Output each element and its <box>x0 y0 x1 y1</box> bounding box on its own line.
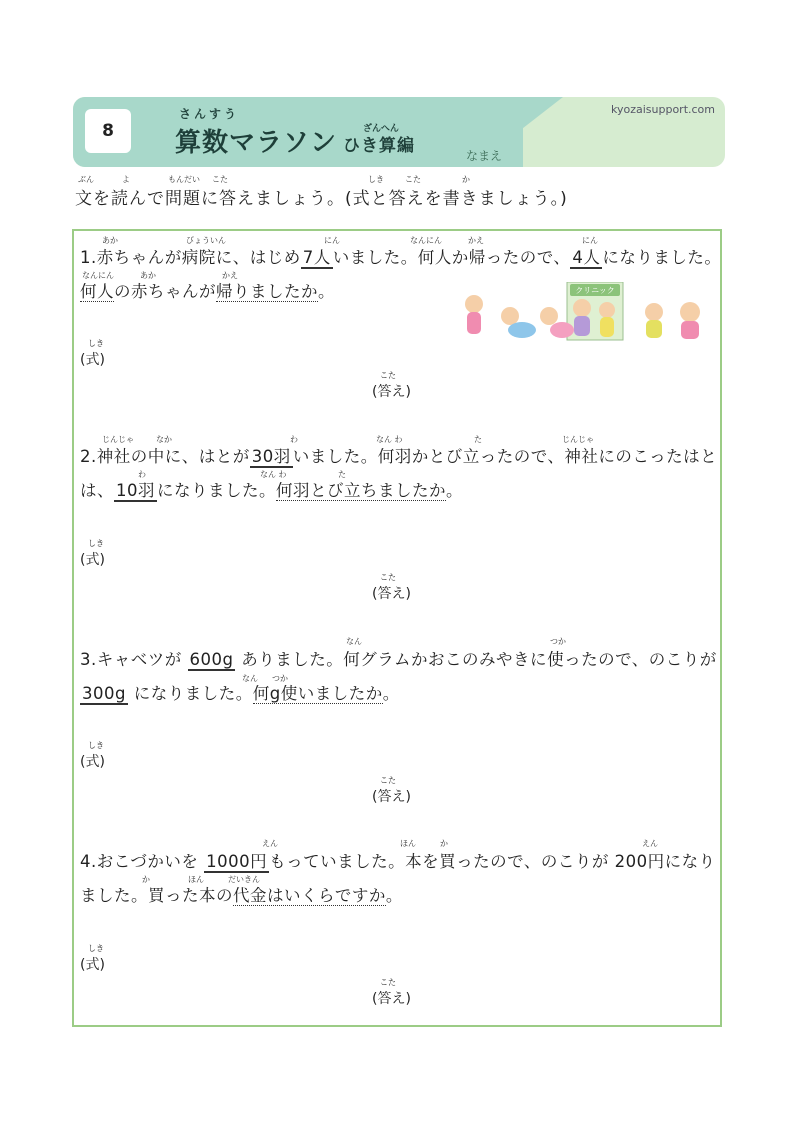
text: 本 <box>405 852 423 871</box>
text: になりました。 <box>157 481 276 500</box>
baby-4 <box>573 299 591 336</box>
ruby: つか <box>272 674 288 683</box>
text: ったので、 <box>485 248 571 267</box>
text: った <box>165 886 199 905</box>
answer-text: (答え) <box>372 586 411 602</box>
name-label: なまえ <box>466 149 503 163</box>
formula-label <box>80 538 105 569</box>
problem-number: 3. <box>80 650 97 669</box>
formula-text: (式) <box>80 957 105 973</box>
text: 何 <box>343 650 361 669</box>
ruby: しき <box>88 944 104 953</box>
answer-text: (答え) <box>372 789 411 805</box>
ruby: こた <box>380 978 396 987</box>
problem-4-line-2 <box>80 882 403 906</box>
worksheet-number: 8 <box>85 109 131 153</box>
formula-label <box>80 338 105 369</box>
baby-5 <box>599 302 615 337</box>
underlined-value: 1000円 <box>206 852 268 871</box>
text: おこづかいを <box>96 852 199 871</box>
ruby: あか <box>102 236 118 245</box>
instr-ruby-1: ぶん <box>78 175 94 184</box>
instr-ruby-3: もんだい <box>168 175 200 184</box>
text: 。 <box>382 684 400 703</box>
ruby: か <box>440 839 448 848</box>
answer-label <box>372 572 411 603</box>
ruby: びょういん <box>186 236 226 245</box>
formula-text: (式) <box>80 552 105 568</box>
text: の <box>114 282 131 301</box>
subtitle-ruby: ざんへん <box>363 124 399 134</box>
worksheet-header <box>73 97 725 167</box>
text: 。 <box>446 481 463 500</box>
instr-ruby-2: よ <box>122 175 130 184</box>
ruby: なん わ <box>376 435 403 444</box>
problem-number: 2. <box>80 447 97 466</box>
ruby: なん わ <box>260 470 287 479</box>
baby-6 <box>645 303 663 338</box>
text: の <box>216 886 233 905</box>
text: ちゃんが <box>113 248 182 267</box>
value: 200円 <box>614 852 665 871</box>
text: ったので、 <box>479 447 565 466</box>
instruction-text: 文を読んで問題に答えましょう。(式と答えを書きましょう。) <box>75 189 568 209</box>
text: 中 <box>147 447 165 466</box>
formula-label <box>80 740 105 771</box>
question-text: 何羽とび立ちましたか <box>276 481 446 500</box>
site-url: kyozaisupport.com <box>610 103 715 116</box>
ruby: にん <box>324 236 340 245</box>
text: になりました。 <box>602 248 722 267</box>
text: になり <box>664 852 716 871</box>
text: の <box>130 447 148 466</box>
instr-ruby-6: こた <box>405 175 421 184</box>
text: ったので、のこりが <box>456 852 609 871</box>
underlined-value: 300g <box>82 684 126 703</box>
text: 買 <box>148 886 165 905</box>
ruby: えん <box>642 839 658 848</box>
underlined-value: 7人 <box>302 248 331 267</box>
formula-text: (式) <box>80 352 105 368</box>
question-text: 帰りましたか <box>216 282 318 301</box>
formula-text: (式) <box>80 754 105 770</box>
ruby: ほん <box>400 839 416 848</box>
ruby: しき <box>88 339 104 348</box>
question-text: 代金はいくらですか <box>233 886 386 905</box>
text: 何人 <box>417 248 452 267</box>
problem-2-line-1 <box>80 443 717 467</box>
title-text: 算数マラソン <box>175 128 338 158</box>
answer-text: (答え) <box>372 384 411 400</box>
text: 。 <box>318 282 335 301</box>
babies-clinic-illustration <box>462 282 712 344</box>
answer-label <box>372 370 411 401</box>
ruby: なか <box>156 435 172 444</box>
text: は、 <box>80 481 114 500</box>
ruby: なんにん <box>82 271 114 280</box>
text: 赤 <box>131 282 148 301</box>
baby-7 <box>680 302 700 339</box>
ruby: かえ <box>468 236 484 245</box>
problem-1-line-1 <box>80 244 721 268</box>
problem-2-line-2 <box>80 477 463 501</box>
ruby: た <box>338 470 346 479</box>
text: にのこったはと <box>598 447 718 466</box>
clinic-sign: クリニック <box>575 286 615 295</box>
ruby: じんじゃ <box>102 435 134 444</box>
answer-label <box>372 977 411 1008</box>
text: いました。 <box>332 248 418 267</box>
subtitle-text: ひき算編 <box>343 136 416 156</box>
ruby: わ <box>290 435 298 444</box>
text: 何羽 <box>377 447 412 466</box>
text: を <box>422 852 440 871</box>
baby-2 <box>501 307 536 338</box>
baby-1 <box>465 295 483 334</box>
text: になりました。 <box>133 684 253 703</box>
text: に、はじめ <box>215 248 301 267</box>
ruby: こた <box>380 371 396 380</box>
ruby: じんじゃ <box>562 435 594 444</box>
text: 。 <box>385 886 403 905</box>
instr-ruby-5: しき <box>368 175 384 184</box>
ruby: か <box>142 875 150 884</box>
ruby: だいきん <box>228 875 260 884</box>
problem-1-line-2 <box>80 278 335 302</box>
title-ruby: さんすう <box>179 107 240 121</box>
underlined-value: 4人 <box>572 248 601 267</box>
problem-3-line-1 <box>80 646 717 670</box>
text: 立 <box>462 447 480 466</box>
text: ったので、のこりが <box>564 650 717 669</box>
text: キャベツが <box>96 650 182 669</box>
ruby: しき <box>88 741 104 750</box>
answer-text: (答え) <box>372 991 411 1007</box>
ruby: なんにん <box>410 236 442 245</box>
text: 買 <box>439 852 457 871</box>
problems-box <box>72 229 722 1027</box>
question-text: 何人 <box>80 282 114 301</box>
text: いました。 <box>292 447 378 466</box>
text: 使 <box>547 650 565 669</box>
ruby: た <box>474 435 482 444</box>
text: ちゃんが <box>148 282 216 301</box>
ruby: しき <box>88 539 104 548</box>
ruby: かえ <box>222 271 238 280</box>
text: か <box>451 248 469 267</box>
text: 病院 <box>181 248 216 267</box>
ruby: なん <box>346 637 362 646</box>
ruby: こた <box>380 573 396 582</box>
answer-label <box>372 775 411 806</box>
text: ました。 <box>80 886 148 905</box>
ruby: えん <box>262 839 278 848</box>
text: 本 <box>199 886 216 905</box>
underlined-value: 30羽 <box>251 447 291 466</box>
text: もっていました。 <box>269 852 406 871</box>
underlined-value: 10羽 <box>116 481 155 500</box>
text: に、はとが <box>164 447 250 466</box>
text: 神社 <box>564 447 599 466</box>
underlined-value: 600g <box>189 650 234 669</box>
text: グラムかおこのみやきに <box>360 650 548 669</box>
ruby: つか <box>550 637 566 646</box>
text: かとび <box>411 447 463 466</box>
question-text: 何g使いましたか <box>252 684 383 703</box>
text: 帰 <box>468 248 486 267</box>
text: 赤 <box>96 248 114 267</box>
problem-number: 1. <box>80 248 97 267</box>
text: ありました。 <box>241 650 344 669</box>
instr-ruby-7: か <box>462 175 470 184</box>
problem-3-line-2 <box>80 680 400 704</box>
ruby: なん <box>242 674 258 683</box>
text: 神社 <box>96 447 131 466</box>
problem-number: 4. <box>80 852 97 871</box>
instr-ruby-4: こた <box>212 175 228 184</box>
ruby: にん <box>582 236 598 245</box>
ruby: あか <box>140 271 156 280</box>
ruby: こた <box>380 776 396 785</box>
formula-label <box>80 943 105 974</box>
ruby: わ <box>138 470 146 479</box>
problem-4-line-1 <box>80 848 716 872</box>
ruby: ほん <box>188 875 204 884</box>
